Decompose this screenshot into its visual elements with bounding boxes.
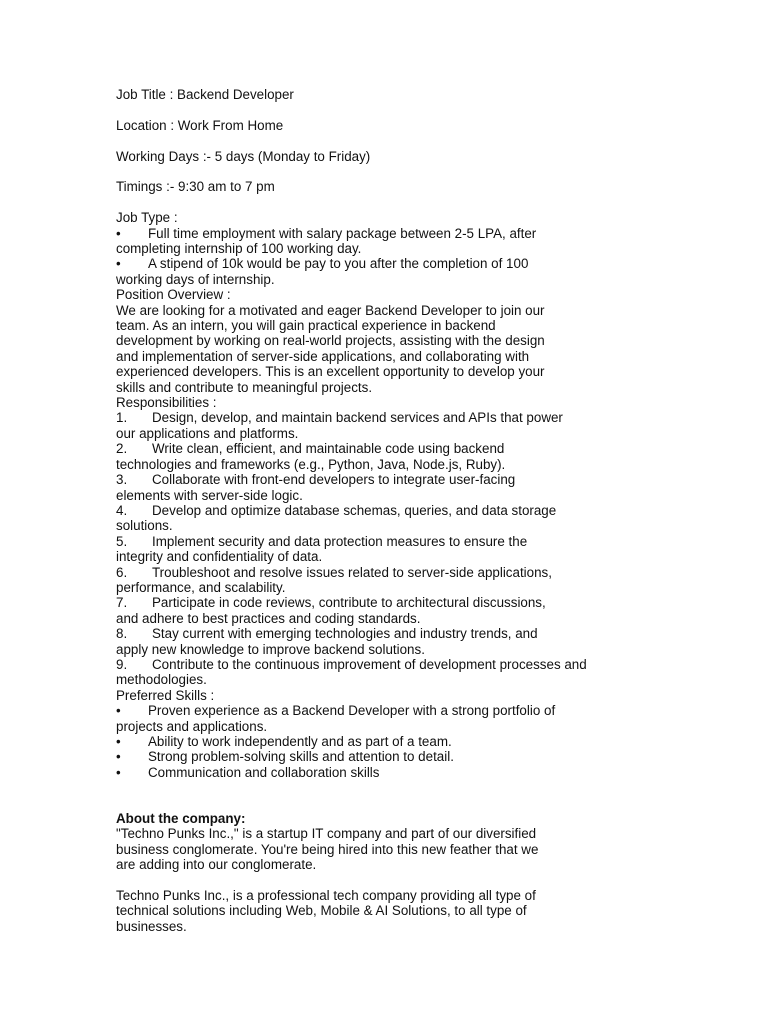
bullet-icon: •	[116, 734, 121, 749]
bullet-icon: •	[116, 749, 121, 765]
overview-line: and implementation of server-side applications, and collaborating with	[116, 348, 530, 364]
job-type-item-text: completing internship of 100 working day.	[116, 241, 362, 256]
skill-item	[116, 749, 736, 764]
item-number: 5.	[116, 533, 128, 549]
responsibility-text: integrity and confidentiality of data.	[116, 549, 323, 565]
about-line: technical solutions including Web, Mobile & AI Solutions, to all type of	[116, 903, 527, 919]
responsibility-item	[116, 626, 736, 657]
responsibility-item	[116, 472, 736, 503]
working-days: Working Days :- 5 days (Monday to Friday)	[116, 148, 371, 164]
job-type-item	[116, 226, 736, 257]
item-number: 7.	[116, 595, 128, 611]
responsibility-item	[116, 503, 736, 534]
responsibility-text: Contribute to the continuous improvement of development processes and	[152, 656, 587, 672]
about-line: "Techno Punks Inc.," is a startup IT company and part of our diversified	[116, 826, 537, 842]
responsibility-text: methodologies.	[116, 672, 207, 688]
responsibility-text: Implement security and data protection measures to ensure the	[152, 533, 528, 549]
about-line: Techno Punks Inc., is a professional tech company providing all type of	[116, 888, 536, 904]
item-number: 8.	[116, 626, 128, 642]
location: Location : Work From Home	[116, 117, 284, 133]
responsibility-text: technologies and frameworks (e.g., Python, Java, Node.js, Ruby).	[116, 456, 506, 472]
responsibilities-heading: Responsibilities :	[116, 395, 217, 411]
responsibility-text: Develop and optimize database schemas, queries, and data storage	[152, 502, 557, 518]
item-number: 1.	[116, 410, 128, 426]
skill-item	[116, 765, 736, 780]
item-number: 3.	[116, 472, 128, 488]
responsibility-item	[116, 534, 736, 565]
responsibility-text: apply new knowledge to improve backend solutions.	[116, 641, 425, 657]
responsibility-text: elements with server-side logic.	[116, 487, 303, 503]
item-number: 2.	[116, 441, 128, 457]
job-type-item	[116, 256, 736, 287]
preferred-skills-section	[116, 688, 736, 780]
item-number: 4.	[116, 502, 128, 518]
responsibility-text: Participate in code reviews, contribute to architectural discussions,	[152, 595, 546, 611]
responsibility-text: Collaborate with front-end developers to integrate user-facing	[152, 472, 516, 488]
skill-text: projects and applications.	[116, 718, 268, 734]
spacer	[116, 873, 736, 888]
skill-item	[116, 734, 736, 749]
job-type-heading: Job Type :	[116, 210, 178, 226]
about-line: are adding into our conglomerate.	[116, 857, 317, 873]
skill-text: Communication and collaboration skills	[148, 764, 380, 780]
job-description-document	[116, 87, 736, 934]
responsibility-text: Write clean, efficient, and maintainable code using backend	[152, 441, 505, 457]
overview-line: experienced developers. This is an excellent opportunity to develop your	[116, 364, 545, 380]
responsibilities-section	[116, 395, 736, 688]
job-type-section	[116, 210, 736, 287]
responsibility-item	[116, 595, 736, 626]
skill-text: Proven experience as a Backend Developer with a strong portfolio of	[148, 703, 556, 719]
overview-line: development by working on real-world projects, assisting with the design	[116, 333, 545, 349]
bullet-icon: •	[116, 703, 121, 719]
responsibility-text: and adhere to best practices and coding standards.	[116, 610, 421, 626]
responsibility-text: Stay current with emerging technologies and industry trends, and	[152, 626, 538, 642]
skill-item	[116, 703, 736, 734]
job-type-item-text: working days of internship.	[116, 271, 275, 287]
responsibility-item	[116, 565, 736, 596]
about-line: business conglomerate. You're being hired into this new feather that we	[116, 841, 539, 857]
responsibility-text: Troubleshoot and resolve issues related to server-side applications,	[152, 564, 552, 580]
timings: Timings :- 9:30 am to 7 pm	[116, 179, 275, 195]
about-heading: About the company:	[116, 811, 246, 827]
skill-text: Strong problem-solving skills and attention to detail.	[148, 749, 454, 765]
about-line: businesses.	[116, 918, 187, 934]
responsibility-text: Design, develop, and maintain backend services and APIs that power	[152, 410, 563, 426]
skill-text: Ability to work independently and as part of a team.	[148, 734, 452, 749]
about-company-section	[116, 811, 736, 934]
spacer	[116, 780, 736, 811]
position-overview-section	[116, 287, 736, 395]
bullet-icon: •	[116, 225, 121, 241]
responsibility-item	[116, 441, 736, 472]
overview-line: skills and contribute to meaningful projects.	[116, 379, 373, 395]
responsibility-text: our applications and platforms.	[116, 425, 299, 441]
job-type-item-text: Full time employment with salary package between 2-5 LPA, after	[148, 225, 537, 241]
item-number: 9.	[116, 656, 128, 672]
position-overview-heading: Position Overview :	[116, 287, 231, 303]
job-type-item-text: A stipend of 10k would be pay to you after the completion of 100	[148, 256, 529, 272]
bullet-icon: •	[116, 764, 121, 780]
bullet-icon: •	[116, 256, 121, 272]
overview-line: team. As an intern, you will gain practical experience in backend	[116, 318, 496, 334]
job-title: Job Title : Backend Developer	[116, 87, 294, 102]
preferred-skills-heading: Preferred Skills :	[116, 687, 215, 703]
item-number: 6.	[116, 564, 128, 580]
responsibility-item	[116, 657, 736, 688]
responsibility-item	[116, 410, 736, 441]
responsibility-text: solutions.	[116, 518, 173, 534]
responsibility-text: performance, and scalability.	[116, 579, 286, 595]
overview-line: We are looking for a motivated and eager Backend Developer to join our	[116, 302, 545, 318]
